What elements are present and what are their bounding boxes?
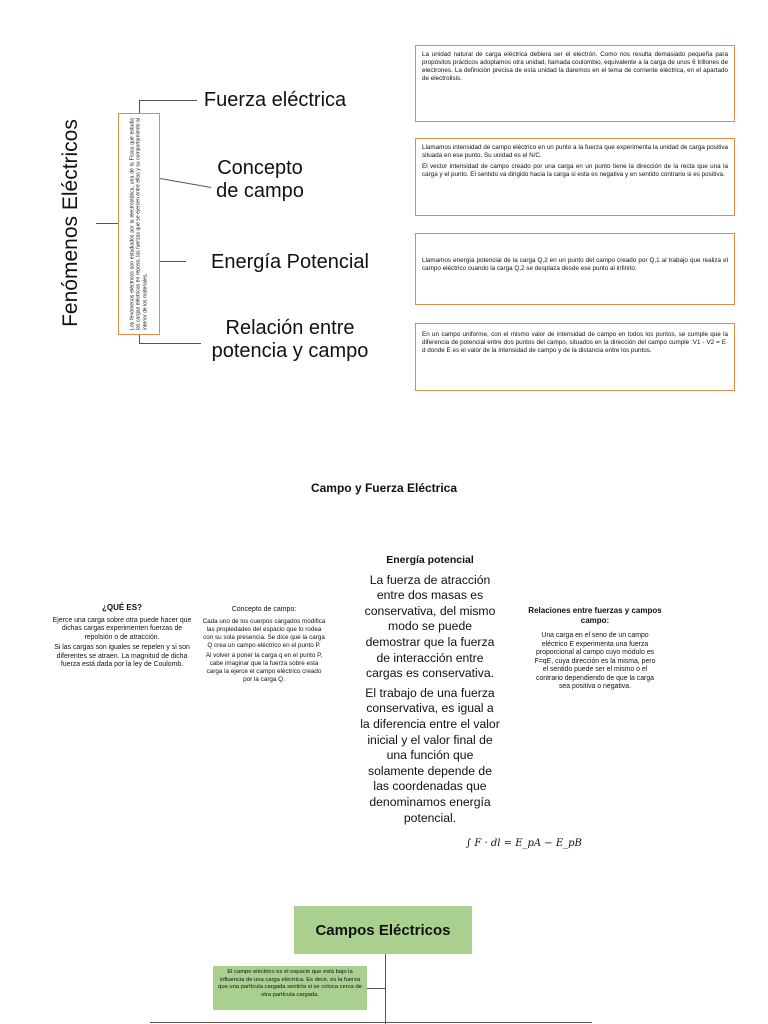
connector bbox=[367, 988, 385, 989]
info-box-campo bbox=[415, 138, 735, 216]
info-text: En un campo uniforme, con el mismo valor de intensidad de campo en todos los puntos, se cumple que la diferencia de potencial entre dos puntos del campo, situados en la dirección del campo cumple :V1 - V2 = E· d donde E es el valor de la intensidad de campo y de la distancia entre los puntos. bbox=[422, 331, 728, 354]
connector bbox=[96, 223, 118, 224]
column-heading: ¿QUÉ ES? bbox=[101, 603, 142, 612]
info-text: El vector intensidad de campo creado por una carga en un punto tiene la dirección de la recta que una la carga y el punto. El sentido va dirigido hacia la carga si esta es negativa y en sentido contrario si es positiva. bbox=[422, 163, 728, 178]
formula: ∫ F · dl = E_pA − E_pB bbox=[466, 838, 582, 849]
info-text: Llamamos intensidad de campo eléctrico en un punto a la fuerza que experimenta la unidad de carga positiva situada en ese punto. Su unidad es el N/C. bbox=[422, 144, 728, 159]
connector bbox=[160, 178, 211, 188]
connector bbox=[150, 1022, 592, 1023]
info-text: La unidad natural de carga eléctrica debiera ser el electrón. Como nos resulta demasiado pequeña para propósitos prácticos adoptamos otra unidad, llamada coulombio, equivalente a la carga de unos 6 trillones de electrones. La definición precisa de esta unidad la daremos en el tema de corriente eléctrica, en el apartado de electrolisis. bbox=[422, 51, 728, 82]
column-text: Si las cargas son iguales se repelen y si son diferentes se atraen. La magnitud de dicha fuerza está dada por la ley de Coulomb. bbox=[54, 644, 190, 668]
connector bbox=[139, 100, 197, 101]
connector bbox=[139, 100, 140, 113]
column-relaciones bbox=[524, 606, 666, 694]
column-text: Ejerce una carga sobre otra puede hacer que dichas cargas experimenten fuerzas de repolsión o de atracción. bbox=[52, 616, 192, 641]
intro-box bbox=[118, 113, 160, 335]
info-box-energia bbox=[415, 233, 735, 305]
topic-relacion-potencia-campo: Relación entre potencia y campo bbox=[211, 317, 369, 362]
topic-energia-potencial: Energía Potencial bbox=[211, 251, 369, 273]
topic-fuerza-electrica: Fuerza eléctrica bbox=[203, 89, 347, 111]
column-text: Al volver a poner la carga q en el punto P, cabe imaginar que la fuerza sobre esta carga la ejerce el campo eléctrico creado por la carga Q. bbox=[205, 652, 323, 683]
campos-electricos-definition: El campo eléctrico es el espacio que está bajo la influencia de una carga eléctrica. Es decir, es la fuerza que una partícula cargada sentiría si se coloca cerca de otra partícula cargada. bbox=[213, 966, 367, 1010]
intro-text: Los fenómenos eléctricos son estudiados por la electrostática, una de la Física que estudia las cargas eléctricas en reposo, las fuerzas que se ejercen entre ellas y su comportamiento al interior de los materiales. bbox=[129, 118, 149, 330]
column-text: El trabajo de una fuerza conservativa, es igual a la diferencia entre el valor inicial y el valor final de una función que solamente depende de las coordenadas que denominamos energía potencial. bbox=[360, 685, 500, 825]
column-heading: Relaciones entre fuerzas y campos campo: bbox=[528, 606, 662, 625]
campos-electricos-title: Campos Eléctricos bbox=[315, 921, 451, 939]
campos-electricos-box bbox=[294, 906, 472, 954]
mindmap-title: Fenómenos Eléctricos bbox=[59, 119, 82, 327]
connector bbox=[160, 261, 186, 262]
topic-concepto-de-campo: Concepto de campo bbox=[216, 157, 304, 202]
info-text: Llamamos energía potencial de la carga Q,2 en un punto del campo creado por Q,1 al trabajo que realiza el campo eléctrico cuando la carga Q,2 se desplaza desde ese punto al infinito. bbox=[422, 257, 728, 272]
column-heading: Concepto de campo: bbox=[231, 606, 297, 613]
info-box-fuerza bbox=[415, 45, 735, 122]
info-box-relacion bbox=[415, 323, 735, 391]
column-text: La fuerza de atracción entre dos masas es conservativa, del mismo modo se puede demostrar que la fuerza de interacción entre cargas es conservativa. bbox=[364, 572, 496, 681]
column-text: Cada uno de los cuerpos cargados modifica las propiedades del espacio que lo rodea con su sola presencia. Se dice que la carga Q crea un campo eléctrico en el punto P. bbox=[202, 618, 326, 649]
column-text: Una carga en el seno de un campo eléctrico E experimenta una fuerza proporcional al campo cuyo módulo es F=qE, cuya dirección es la misma, pero el sentido puede ser el mismo o el contrario dependiendo de que la carga sea positiva o negativa. bbox=[534, 632, 656, 690]
column-concepto-campo bbox=[202, 606, 326, 686]
connector bbox=[385, 954, 386, 1024]
column-energia-potencial bbox=[360, 553, 500, 828]
section-title: Campo y Fuerza Eléctrica bbox=[310, 481, 458, 495]
column-heading: Energía potencial bbox=[386, 554, 474, 566]
column-que-es bbox=[52, 604, 192, 672]
connector bbox=[139, 335, 140, 343]
